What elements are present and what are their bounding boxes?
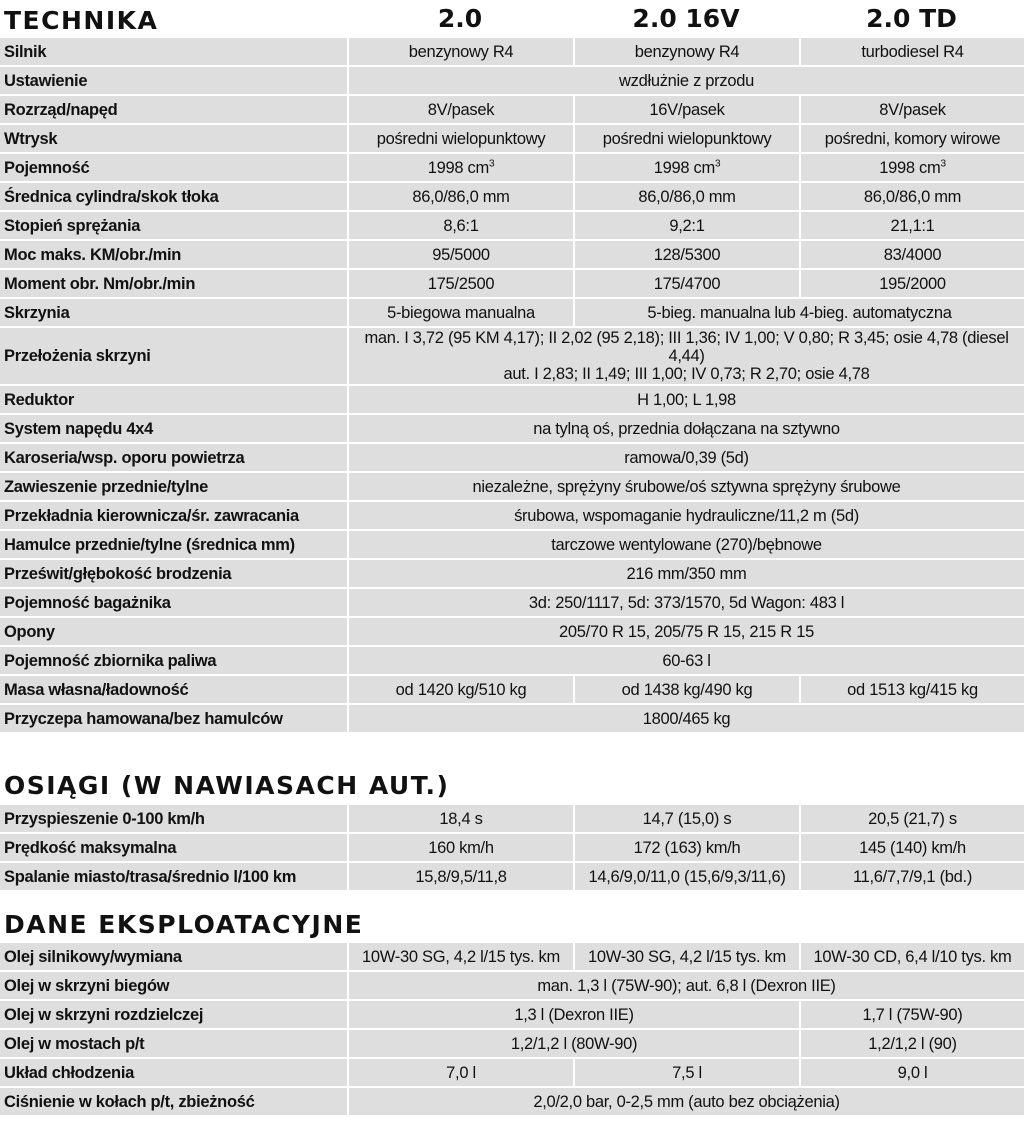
value-cell (799, 863, 1024, 890)
value-cell (347, 560, 1024, 587)
value-cell (347, 154, 573, 181)
value-cell (573, 676, 799, 703)
value-text: 175/2500 (427, 274, 495, 293)
value-text: 18,4 s (439, 809, 483, 828)
table-row (0, 241, 1024, 268)
table-row (0, 589, 1024, 616)
row-label: Reduktor (0, 386, 347, 413)
value-cell (799, 676, 1024, 703)
value-text: 128/5300 (653, 245, 721, 264)
row-label: Prędkość maksymalna (0, 834, 347, 861)
value-text: 1998 cm (427, 158, 489, 177)
value-text: od 1513 kg/415 kg (847, 680, 978, 699)
table-row (0, 676, 1024, 703)
value-text: pośredni, komory wirowe (824, 129, 1001, 148)
section-title-eksploatacja: DANE EKSPLOATACYJNE (4, 910, 364, 939)
table-row (0, 1088, 1024, 1115)
row-label: Stopień sprężania (0, 212, 347, 239)
table-row (0, 212, 1024, 239)
table-row (0, 834, 1024, 861)
value-cell (347, 502, 1024, 529)
value-text: od 1438 kg/490 kg (621, 680, 753, 699)
value-text: 9,2:1 (669, 216, 705, 235)
value-text: 172 (163) km/h (633, 838, 741, 857)
value-cell (799, 834, 1024, 861)
row-label: Ciśnienie w kołach p/t, zbieżność (0, 1088, 347, 1115)
value-cell (347, 531, 1024, 558)
value-cell (799, 154, 1024, 181)
value-text: na tylną oś, przednia dołączana na sztywno (533, 419, 840, 438)
value-cell (347, 1059, 573, 1086)
table-row (0, 96, 1024, 123)
value-cell (347, 96, 573, 123)
table-row (0, 1030, 1024, 1057)
value-cell (347, 972, 1024, 999)
value-cell (799, 270, 1024, 297)
value-text: 10W-30 CD, 6,4 l/10 tys. km (813, 947, 1012, 966)
row-label: Moment obr. Nm/obr./min (0, 270, 347, 297)
value-cell (347, 1088, 1024, 1115)
value-text: 11,6/7,7/9,1 (bd.) (852, 867, 973, 886)
row-label: Moc maks. KM/obr./min (0, 241, 347, 268)
section-title-technika: TECHNIKA (4, 6, 159, 35)
value-cell (799, 241, 1024, 268)
table-row (0, 1001, 1024, 1028)
value-text: 195/2000 (879, 274, 946, 293)
value-cell (347, 834, 573, 861)
value-text: wzdłużnie z przodu (619, 71, 754, 90)
unit-superscript: 3 (488, 158, 495, 169)
table-row (0, 415, 1024, 442)
value-cell (347, 1030, 799, 1057)
value-text: 86,0/86,0 mm (638, 187, 736, 206)
row-label: Hamulce przednie/tylne (średnica mm) (0, 531, 347, 558)
value-text: 21,1:1 (890, 216, 935, 235)
value-text: 5-bieg. manualna lub 4-bieg. automatyczna (647, 303, 952, 322)
row-label: Przełożenia skrzyni (0, 328, 347, 384)
value-cell (347, 444, 1024, 471)
value-cell (573, 96, 799, 123)
row-label: Olej w skrzyni biegów (0, 972, 347, 999)
row-label: Średnica cylindra/skok tłoka (0, 183, 347, 210)
value-cell (799, 1030, 1024, 1057)
value-text: 5-biegowa manualna (387, 303, 535, 322)
value-cell (573, 805, 799, 832)
value-text: 3d: 250/1117, 5d: 373/1570, 5d Wagon: 483 l (528, 593, 845, 612)
table-row (0, 154, 1024, 181)
value-text: 1998 cm (879, 158, 941, 177)
table-row (0, 328, 1024, 384)
osiagi-table (0, 803, 1024, 892)
row-label: Pojemność (0, 154, 347, 181)
value-cell (799, 1001, 1024, 1028)
value-text: turbodiesel R4 (861, 42, 964, 61)
value-cell (347, 863, 573, 890)
value-cell (347, 805, 573, 832)
value-cell (573, 834, 799, 861)
value-text: ramowa/0,39 (5d) (624, 448, 749, 467)
value-cell (573, 38, 799, 65)
table-row (0, 618, 1024, 645)
value-cell (573, 863, 799, 890)
value-cell (347, 183, 573, 210)
value-text: 1800/465 kg (642, 709, 731, 728)
value-cell (799, 805, 1024, 832)
value-text: H 1,00; L 1,98 (637, 390, 736, 409)
row-label: Ustawienie (0, 67, 347, 94)
technika-table (0, 36, 1024, 734)
row-label: Wtrysk (0, 125, 347, 152)
row-label: Olej w skrzyni rozdzielczej (0, 1001, 347, 1028)
value-text: 16V/pasek (649, 100, 725, 119)
table-row (0, 183, 1024, 210)
value-cell (347, 676, 573, 703)
value-text-line-2: aut. I 2,83; II 1,49; III 1,00; IV 0,73; R 2,70; osie 4,78 (503, 365, 870, 383)
row-label: Opony (0, 618, 347, 645)
table-row (0, 1059, 1024, 1086)
value-cell (799, 96, 1024, 123)
value-text: 7,0 l (446, 1063, 476, 1082)
value-text: 1,2/1,2 l (90) (868, 1034, 957, 1053)
value-cell (573, 943, 799, 970)
value-text: 1,3 l (Dexron IIE) (514, 1005, 634, 1024)
value-text: benzynowy R4 (408, 42, 514, 61)
row-label: Układ chłodzenia (0, 1059, 347, 1086)
value-cell (347, 647, 1024, 674)
value-cell (347, 125, 573, 152)
value-cell (347, 270, 573, 297)
column-header-2-0: 2.0 (437, 4, 483, 33)
value-text: 95/5000 (432, 245, 490, 264)
value-text: 1,7 l (75W-90) (862, 1005, 963, 1024)
table-row (0, 444, 1024, 471)
row-label: Przyspieszenie 0-100 km/h (0, 805, 347, 832)
row-label: Przyczepa hamowana/bez hamulców (0, 705, 347, 732)
row-label: Silnik (0, 38, 347, 65)
row-label: Prześwit/głębokość brodzenia (0, 560, 347, 587)
value-text: 1,2/1,2 l (80W-90) (510, 1034, 638, 1053)
value-text: 10W-30 SG, 4,2 l/15 tys. km (588, 947, 786, 966)
table-row (0, 647, 1024, 674)
value-text: niezależne, sprężyny śrubowe/oś sztywna sprężyny śrubowe (472, 477, 901, 496)
table-row (0, 705, 1024, 732)
value-cell (799, 125, 1024, 152)
value-cell (573, 154, 799, 181)
value-text: 15,8/9,5/11,8 (415, 867, 507, 886)
value-cell (347, 241, 573, 268)
value-cell (347, 67, 1024, 94)
value-text: 9,0 l (897, 1063, 928, 1082)
value-text: 10W-30 SG, 4,2 l/15 tys. km (362, 947, 560, 966)
value-text: 8V/pasek (427, 100, 495, 119)
row-label: Karoseria/wsp. oporu powietrza (0, 444, 347, 471)
value-cell (573, 299, 1024, 326)
value-cell (573, 241, 799, 268)
table-row (0, 38, 1024, 65)
value-text: 86,0/86,0 mm (412, 187, 510, 206)
row-label: System napędu 4x4 (0, 415, 347, 442)
value-text: 7,5 l (672, 1063, 702, 1082)
table-row (0, 972, 1024, 999)
value-text: 175/4700 (653, 274, 721, 293)
value-text: śrubowa, wspomaganie hydrauliczne/11,2 m (5d) (514, 506, 859, 525)
value-cell (573, 270, 799, 297)
value-text: 216 mm/350 mm (626, 564, 747, 583)
value-text: 14,6/9,0/11,0 (15,6/9,3/11,6) (588, 867, 786, 886)
column-header-2-0-td: 2.0 TD (866, 4, 957, 33)
row-label: Masa własna/ładowność (0, 676, 347, 703)
value-text: 2,0/2,0 bar, 0-2,5 mm (auto bez obciążenia) (533, 1092, 840, 1111)
value-text: pośredni wielopunktowy (602, 129, 772, 148)
value-cell (799, 212, 1024, 239)
value-cell (573, 1059, 799, 1086)
value-text: man. I 3,72 (95 KM 4,17); II 2,02 (95 2,18); III 1,36; IV 1,00; V 0,80; R 3,45; osie 4,78 (diesel 4,44) (364, 329, 1009, 365)
value-text: 60-63 l (662, 651, 711, 670)
row-label: Pojemność zbiornika paliwa (0, 647, 347, 674)
value-cell (347, 386, 1024, 413)
value-text: benzynowy R4 (634, 42, 740, 61)
value-cell (347, 415, 1024, 442)
value-text: 205/70 R 15, 205/75 R 15, 215 R 15 (559, 622, 814, 641)
value-cell (347, 328, 1024, 384)
value-text: 83/4000 (883, 245, 942, 264)
value-cell (347, 705, 1024, 732)
value-cell (799, 183, 1024, 210)
table-row (0, 386, 1024, 413)
table-row (0, 270, 1024, 297)
row-label: Przekładnia kierownicza/śr. zawracania (0, 502, 347, 529)
table-row (0, 943, 1024, 970)
row-label: Spalanie miasto/trasa/średnio l/100 km (0, 863, 347, 890)
row-label: Skrzynia (0, 299, 347, 326)
value-cell (573, 183, 799, 210)
value-text: 14,7 (15,0) s (642, 809, 732, 828)
value-text: man. 1,3 l (75W-90); aut. 6,8 l (Dexron IIE) (537, 976, 836, 995)
section-title-osiagi: OSIĄGI (W NAWIASACH AUT.) (4, 771, 450, 800)
value-text: pośredni wielopunktowy (376, 129, 546, 148)
column-header-2-0-16v: 2.0 16V (632, 4, 740, 33)
eksploatacja-table (0, 941, 1024, 1117)
unit-superscript: 3 (940, 158, 946, 169)
value-cell (347, 38, 573, 65)
row-label: Olej silnikowy/wymiana (0, 943, 347, 970)
table-row (0, 473, 1024, 500)
row-label: Rozrząd/napęd (0, 96, 347, 123)
table-row (0, 560, 1024, 587)
table-row (0, 125, 1024, 152)
table-row (0, 67, 1024, 94)
value-text: 20,5 (21,7) s (868, 809, 957, 828)
table-row (0, 531, 1024, 558)
value-cell (347, 618, 1024, 645)
value-cell (347, 589, 1024, 616)
value-cell (347, 212, 573, 239)
table-row (0, 805, 1024, 832)
row-label: Olej w mostach p/t (0, 1030, 347, 1057)
value-cell (347, 473, 1024, 500)
value-text: od 1420 kg/510 kg (395, 680, 527, 699)
value-text: 160 km/h (428, 838, 494, 857)
value-text: 86,0/86,0 mm (863, 187, 962, 206)
value-cell (573, 125, 799, 152)
unit-superscript: 3 (714, 158, 721, 169)
value-cell (347, 943, 573, 970)
value-cell (799, 1059, 1024, 1086)
value-cell (799, 38, 1024, 65)
table-row (0, 502, 1024, 529)
value-text: tarczowe wentylowane (270)/bębnowe (551, 535, 822, 554)
table-row (0, 299, 1024, 326)
row-label: Zawieszenie przednie/tylne (0, 473, 347, 500)
value-text: 145 (140) km/h (859, 838, 966, 857)
value-cell (799, 943, 1024, 970)
value-cell (347, 1001, 799, 1028)
row-label: Pojemność bagażnika (0, 589, 347, 616)
value-text: 8,6:1 (443, 216, 479, 235)
value-text: 1998 cm (653, 158, 715, 177)
value-cell (347, 299, 573, 326)
table-row (0, 863, 1024, 890)
value-text: 8V/pasek (879, 100, 946, 119)
value-cell (573, 212, 799, 239)
